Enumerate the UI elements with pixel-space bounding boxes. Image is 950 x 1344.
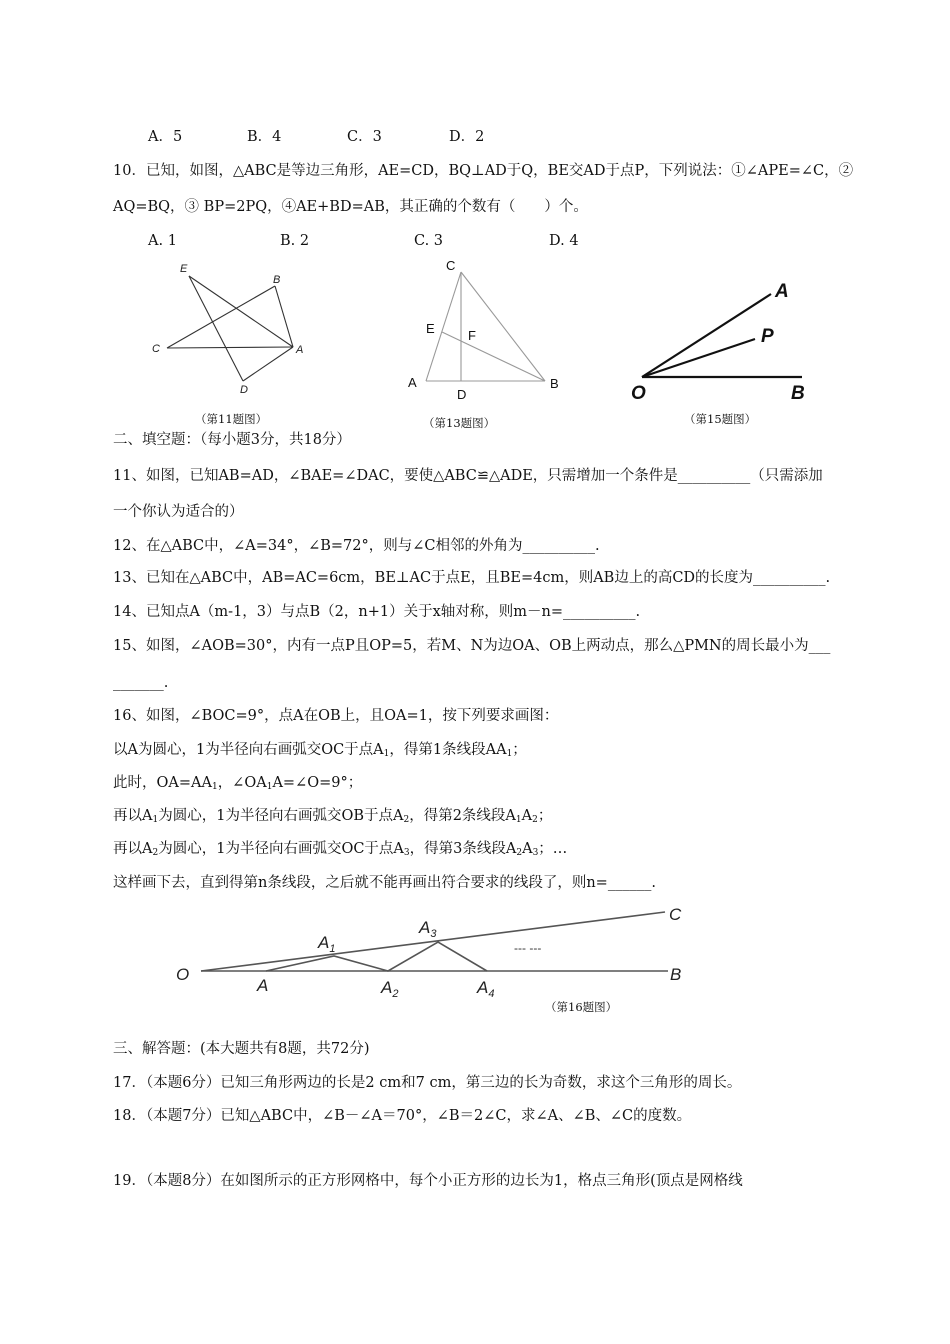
fig13-label-a: A bbox=[408, 375, 417, 390]
fig15-ray-oa bbox=[642, 294, 771, 377]
q15-line1: 15、如图，∠AOB=30°，内有一点P且OP=5，若M、N为边OA、OB上两动点，那么△PMN的周长最小为___ bbox=[113, 638, 831, 654]
section2-heading: 二、填空题：（每小题3分，共18分） bbox=[113, 432, 351, 448]
q9-option-d: D．2 bbox=[449, 129, 485, 145]
q16-step3: 再以$A_1$为圆心，1为半径向右画弧交OB于点$A_2$，得第2条线段$A_1A_2$； bbox=[113, 808, 553, 825]
fig16-ellipsis: --- --- bbox=[514, 941, 542, 955]
fig15-caption: （第15题图） bbox=[684, 412, 757, 426]
fig11-label-b: B bbox=[273, 274, 281, 286]
fig16-label-a4: $A_4$ bbox=[477, 978, 495, 1000]
q10-line1: 10．已知，如图，△ABC是等边三角形，AE=CD，BQ⊥AD于Q，BE交AD于点P，下列说法：①∠APE=∠C，② bbox=[113, 163, 854, 179]
q10-option-b: B. 2 bbox=[280, 233, 310, 249]
fig16-label-a1: $A_1$ bbox=[318, 933, 336, 955]
fig15-ray-op bbox=[642, 339, 755, 377]
fig11-label-c: C bbox=[152, 343, 160, 355]
q16-step2: 此时，$OA=AA_1$，$\angle OA_1A=\angle O=9^\circ$； bbox=[113, 775, 363, 792]
q17: 17．（本题6分）已知三角形两边的长是2 cm和7 cm，第三边的长为奇数，求这个三角形的周长。 bbox=[113, 1075, 742, 1091]
q10-option-a: A. 1 bbox=[148, 233, 177, 249]
figure-11 bbox=[140, 255, 320, 400]
fig11-label-a: A bbox=[296, 344, 304, 356]
fig13-label-c: C bbox=[446, 258, 456, 273]
q9-option-b: B．4 bbox=[247, 129, 282, 145]
q16-step1: 以A为圆心，1为半径向右画弧交OC于点$A_1$，得第1条线段$AA_1$； bbox=[113, 742, 527, 759]
fig16-zigzag bbox=[266, 942, 487, 971]
fig11-segment-ca bbox=[167, 347, 293, 348]
fig16-label-a3: $A_3$ bbox=[419, 918, 437, 940]
q16-step4: 再以$A_2$为圆心，1为半径向右画弧交OC于点$A_3$，得第3条线段$A_2A_3$；… bbox=[113, 841, 568, 858]
fig16-label-o: O bbox=[176, 965, 190, 984]
q9-options bbox=[148, 127, 548, 147]
fig13-segment-be bbox=[442, 332, 545, 381]
fig16-label-a: A bbox=[257, 976, 269, 995]
fig11-segment-da bbox=[243, 347, 293, 381]
fig11-label-e: E bbox=[180, 263, 188, 275]
fig16-label-c: C bbox=[669, 905, 682, 924]
fig15-label-o: O bbox=[631, 383, 646, 404]
q14: 14、已知点A（m-1，3）与点B（2，n+1）关于x轴对称，则m－n=__________. bbox=[113, 604, 641, 620]
q19: 19．（本题8分）在如图所示的正方形网格中，每个小正方形的边长为1，格点三角形(顶点是网格线 bbox=[113, 1173, 743, 1189]
fig13-label-e: E bbox=[426, 321, 435, 336]
fig11-segment-ed bbox=[189, 276, 243, 381]
q10-option-d: D. 4 bbox=[549, 233, 579, 249]
q9-option-c: C．3 bbox=[347, 129, 382, 145]
q10-options bbox=[148, 231, 608, 251]
q16-step5: 这样画下去，直到得第n条线段，之后就不能再画出符合要求的线段了，则n=______. bbox=[113, 875, 656, 891]
fig13-label-f: F bbox=[468, 328, 476, 343]
figure-13 bbox=[405, 255, 570, 405]
fig13-caption: （第13题图） bbox=[423, 416, 496, 430]
fig13-label-b: B bbox=[550, 376, 559, 391]
q11-line2: 一个你认为适合的） bbox=[113, 504, 244, 520]
q12: 12、在△ABC中，∠A=34°，∠B=72°，则与∠C相邻的外角为__________. bbox=[113, 538, 600, 554]
q11-line1: 11、如图，已知AB=AD，∠BAE=∠DAC，要使△ABC≌△ADE，只需增加一个条件是__________（只需添加 bbox=[113, 468, 823, 484]
q9-option-a: A．5 bbox=[148, 129, 183, 145]
q15-line2: _______. bbox=[113, 675, 169, 691]
q16-intro: 16、如图，∠BOC=9°，点A在OB上，且OA=1，按下列要求画图： bbox=[113, 708, 559, 724]
fig15-label-p: P bbox=[761, 326, 774, 347]
fig16-ray-oc bbox=[201, 912, 665, 971]
fig11-caption: （第11题图） bbox=[195, 412, 268, 426]
fig13-side-cb bbox=[461, 272, 545, 381]
fig16-caption: （第16题图） bbox=[545, 1000, 618, 1014]
q10-line2: AQ=BQ，③ BP=2PQ，④AE+BD=AB，其正确的个数有（ ）个。 bbox=[113, 199, 588, 215]
fig11-segment-ba bbox=[275, 286, 293, 347]
fig16-label-a2: $A_2$ bbox=[381, 978, 399, 1000]
q13: 13、已知在△ABC中，AB=AC=6cm，BE⊥AC于点E，且BE=4cm，则AB边上的高CD的长度为__________. bbox=[113, 570, 831, 586]
fig15-label-a: A bbox=[775, 281, 789, 302]
q10-option-c: C. 3 bbox=[414, 233, 444, 249]
q18: 18．（本题7分）已知△ABC中，∠B－∠A＝70°，∠B＝2∠C，求∠A、∠B、∠C的度数。 bbox=[113, 1108, 692, 1124]
figure-15 bbox=[625, 275, 825, 410]
fig16-label-b: B bbox=[670, 965, 682, 984]
fig13-label-d: D bbox=[457, 387, 467, 402]
fig11-segment-ea bbox=[189, 276, 293, 347]
fig11-label-d: D bbox=[240, 384, 248, 396]
figure-16 bbox=[170, 900, 710, 1005]
section3-heading: 三、解答题：(本大题共有8题，共72分) bbox=[113, 1041, 370, 1057]
fig15-label-b: B bbox=[791, 383, 805, 404]
